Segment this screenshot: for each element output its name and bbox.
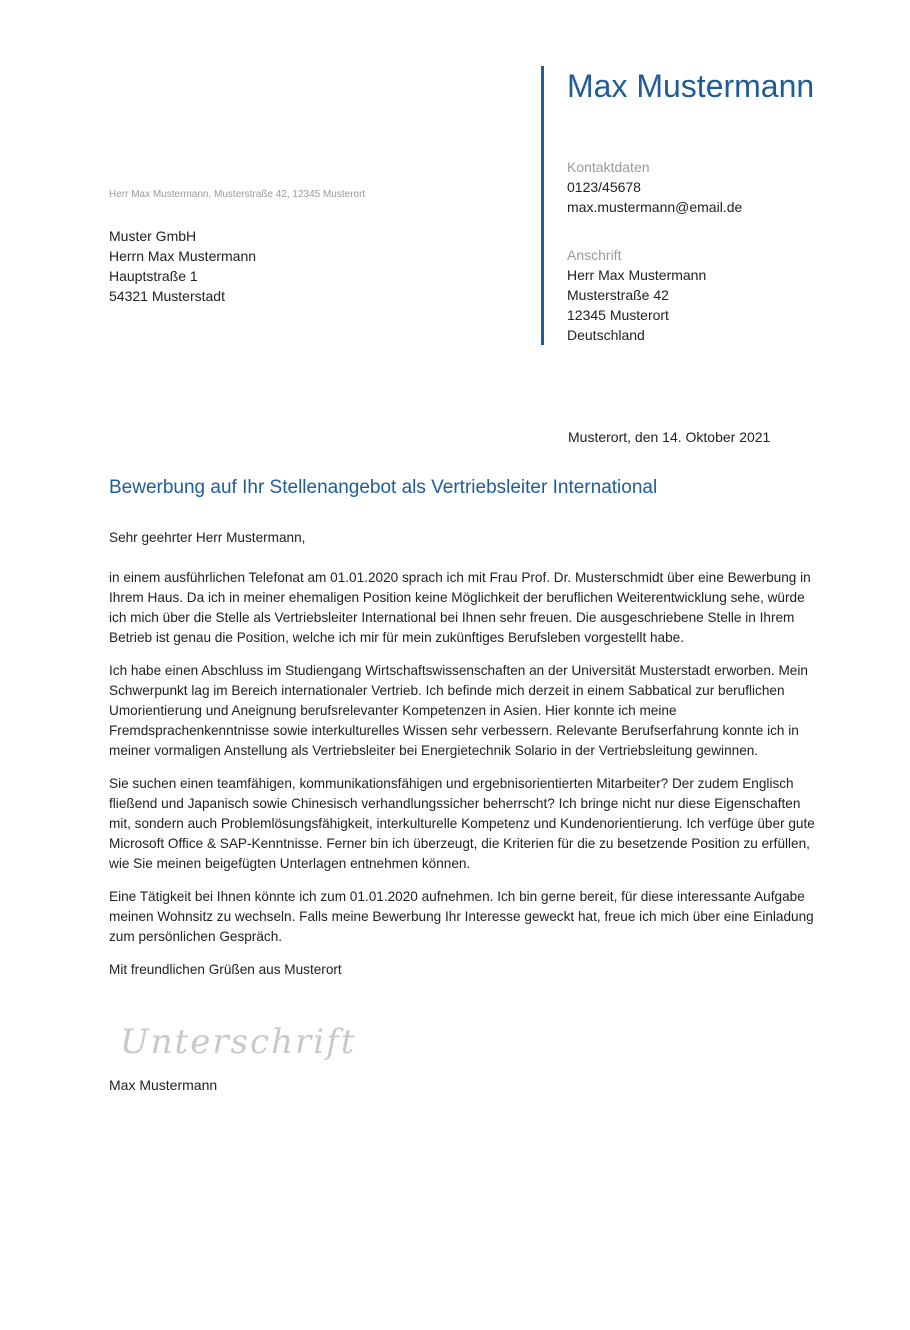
- closing: Mit freundlichen Grüßen aus Musterort: [109, 962, 342, 977]
- salutation: Sehr geehrter Herr Mustermann,: [109, 530, 306, 545]
- sender-block: [541, 66, 844, 345]
- letter-body: [109, 528, 821, 993]
- address-label: Anschrift: [567, 247, 622, 263]
- body-paragraph: Sie suchen einen teamfähigen, kommunikationsfähigen und ergebnisorientierten Mitarbeiter? Der zudem Englisch fließend und Japanisch sowie Chinesisch verhandlungssicher beherrscht? Ich bringe nicht nur diese Eigenschaften mit, sondern auch Problemlösungsfähigkeit, interkulturelle Kompetenz und Kundenorientierung. Ich verfüge über gute Microsoft Office & SAP-Kenntnisse. Ferner bin ich überzeugt, die Kriterien für die zu besetzende Position zu erfüllen, wie Sie meinen beigefügten Unterlagen entnehmen können.: [109, 776, 815, 871]
- recipient-line: Muster GmbH: [109, 228, 197, 244]
- address-line: 12345 Musterort: [567, 307, 669, 323]
- email-address: max.mustermann@email.de: [567, 199, 743, 215]
- body-paragraph: in einem ausführlichen Telefonat am 01.01.2020 sprach ich mit Frau Prof. Dr. Musterschmidt über eine Bewerbung in Ihrem Haus. Da ich in meiner ehemaligen Position keine Möglichkeit der beruflichen Weiterentwicklung sehe, würde ich mich über die Stelle als Vertriebsleiter International bei Ihnen sehr freuen. Die ausgeschriebene Stelle in Ihrem Betrieb ist genau die Position, welche ich mir für mein zukünftiges Berufsleben vorgestellt habe.: [109, 570, 811, 645]
- signature-placeholder: Unterschrift: [120, 1022, 357, 1062]
- signer-name: Max Mustermann: [109, 1077, 218, 1093]
- contact-details: [567, 157, 742, 217]
- date-line: Musterort, den 14. Oktober 2021: [568, 429, 771, 445]
- body-paragraph: Eine Tätigkeit bei Ihnen könnte ich zum 01.01.2020 aufnehmen. Ich bin gerne bereit, für diese interessante Aufgabe meinen Wohnsitz zu wechseln. Falls meine Bewerbung Ihr Interesse geweckt hat, freue ich mich über eine Einladung zum persönlichen Gespräch.: [109, 889, 814, 944]
- phone-number: 0123/45678: [567, 179, 641, 195]
- subject-line: Bewerbung auf Ihr Stellenangebot als Vertriebsleiter International: [109, 477, 658, 498]
- recipient-line: Hauptstraße 1: [109, 268, 198, 284]
- recipient-line: 54321 Musterstadt: [109, 288, 225, 304]
- body-paragraph: Ich habe einen Abschluss im Studiengang Wirtschaftswissenschaften an der Universität Musterstadt erworben. Mein Schwerpunkt lag im Bereich internationaler Vertrieb. Ich befinde mich derzeit in einem Sabbatical zur beruflichen Umorientierung und Aneignung berufsrelevanter Kompetenzen in Asien. Hier konnte ich meine Fremdsprachenkenntnisse sowie interkulturelles Wissen sehr verbessern. Relevante Berufserfahrung konnte ich in meiner vormaligen Anstellung als Vertriebsleiter bei Energietechnik Solario in der Vertriebsleitung gewinnen.: [109, 663, 808, 758]
- recipient-line: Herrn Max Mustermann: [109, 248, 257, 264]
- return-address: Herr Max Mustermann, Musterstraße 42, 12345 Musterort: [109, 189, 366, 200]
- contact-label: Kontaktdaten: [567, 159, 650, 175]
- sender-address: [567, 245, 706, 345]
- address-line: Herr Max Mustermann: [567, 267, 707, 283]
- recipient-address: [109, 226, 256, 306]
- sender-name: Max Mustermann: [567, 68, 815, 104]
- address-line: Musterstraße 42: [567, 287, 669, 303]
- address-line: Deutschland: [567, 327, 645, 343]
